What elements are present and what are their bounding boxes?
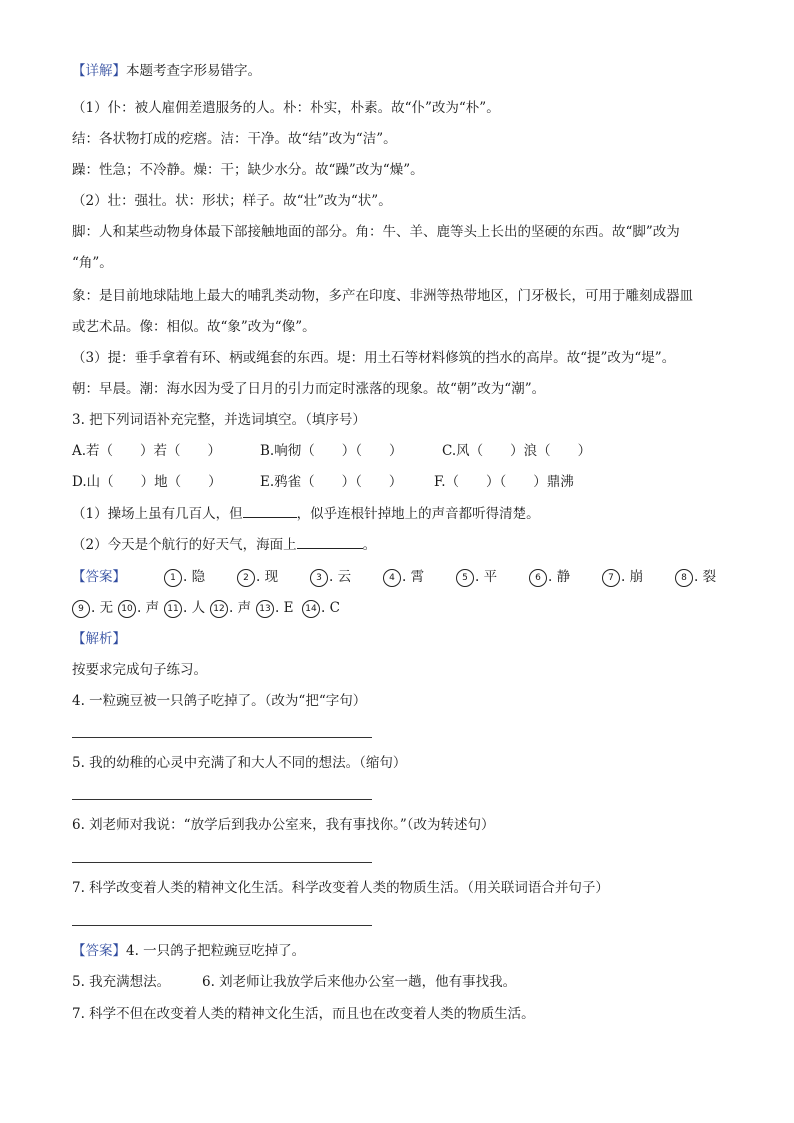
answer-line bbox=[72, 737, 372, 738]
answer-block-line-2 bbox=[72, 971, 734, 993]
text-line: 象：是目前地球陆地上最大的哺乳类动物，多产在印度、非洲等热带地区，门牙极长，可用于雕刻成器皿 bbox=[72, 288, 693, 304]
answer-line bbox=[72, 799, 372, 800]
option-c: C.风（ ）浪（ ） bbox=[442, 443, 592, 459]
text-line: “角”。 bbox=[72, 255, 113, 271]
circled-number: 2 bbox=[237, 569, 255, 587]
circled-number: 3 bbox=[310, 569, 328, 587]
answer-value: . 平 bbox=[475, 569, 498, 585]
circled-number: 1 bbox=[164, 569, 182, 587]
blank-line bbox=[243, 503, 297, 518]
text-line: 脚：人和某些动物身体最下部接触地面的部分。角：牛、羊、鹿等头上长出的坚硬的东西。故“脚”改为 bbox=[72, 224, 680, 240]
answer-item bbox=[302, 597, 340, 619]
option-e: E.鸦雀（ ）（ ） bbox=[260, 474, 403, 490]
answer-value: . 无 bbox=[91, 600, 114, 616]
fill-blank-2-before: （2）今天是个航行的好天气，海面上 bbox=[72, 537, 297, 553]
question-4: 4. 一粒豌豆被一只鸽子吃掉了。（改为“把“字句） bbox=[72, 693, 367, 709]
answer-item bbox=[602, 566, 643, 588]
question-options-row-1 bbox=[72, 440, 734, 462]
circled-number: 12 bbox=[210, 600, 228, 618]
answer-item bbox=[256, 597, 293, 619]
question-options-row-2 bbox=[72, 471, 734, 493]
question-5: 5. 我的幼稚的心灵中充满了和大人不同的想法。（缩句） bbox=[72, 755, 407, 771]
fill-blank-2-after: 。 bbox=[362, 537, 377, 553]
fill-blank-1 bbox=[72, 503, 734, 525]
fill-blank-2 bbox=[72, 534, 734, 556]
answer-tag: 【答案】 bbox=[72, 943, 126, 959]
circled-number: 6 bbox=[529, 569, 547, 587]
answer-line bbox=[72, 862, 372, 863]
answer-7-text: 7. 科学不但在改变着人类的精神文化生活，而且也在改变着人类的物质生活。 bbox=[72, 1006, 535, 1022]
answer-item bbox=[310, 566, 351, 588]
answer-value: . 声 bbox=[137, 600, 160, 616]
answer-value: . C bbox=[321, 600, 340, 616]
answer-value: . 声 bbox=[229, 600, 252, 616]
answer-item bbox=[529, 566, 570, 588]
answer-item bbox=[675, 566, 716, 588]
option-d: D.山（ ）地（ ） bbox=[72, 474, 222, 490]
circled-number: 14 bbox=[302, 600, 320, 618]
answers-row-2 bbox=[72, 597, 742, 619]
answer-item bbox=[118, 597, 159, 619]
answer-4-text: 4. 一只鸽子把粒豌豆吃掉了。 bbox=[126, 943, 306, 959]
answer-item bbox=[164, 597, 205, 619]
answer-6-text: 6. 刘老师让我放学后来他办公室一趟，他有事找我。 bbox=[202, 974, 517, 990]
analysis-heading bbox=[72, 628, 734, 650]
answer-value: . 裂 bbox=[694, 569, 717, 585]
answer-item bbox=[72, 597, 113, 619]
question-7: 7. 科学改变着人类的精神文化生活。科学改变着人类的物质生活。（用关联词语合并句子） bbox=[72, 880, 609, 896]
text-line: 或艺术品。像：相似。故“象”改为“像”。 bbox=[72, 319, 316, 335]
text-line: （1）仆：被人雇佣差遣服务的人。朴：朴实，朴素。故“仆”改为“朴”。 bbox=[72, 100, 500, 116]
option-b: B.响彻（ ）（ ） bbox=[260, 443, 403, 459]
circled-number: 5 bbox=[456, 569, 474, 587]
circled-number: 9 bbox=[72, 600, 90, 618]
explanation-tag: 【详解】 bbox=[72, 63, 126, 79]
answer-item bbox=[456, 566, 497, 588]
answer-item bbox=[210, 597, 251, 619]
answer-value: . 崩 bbox=[621, 569, 644, 585]
text-line: 朝：早晨。潮：海水因为受了日月的引力而定时涨落的现象。故“朝”改为“潮”。 bbox=[72, 381, 546, 397]
circled-number: 8 bbox=[675, 569, 693, 587]
answer-value: . 隐 bbox=[183, 569, 206, 585]
explanation-heading-line bbox=[72, 60, 734, 82]
answer-value: . 现 bbox=[256, 569, 279, 585]
option-f: F.（ ）（ ）鼎沸 bbox=[434, 474, 574, 490]
question-6: 6. 刘老师对我说：“放学后到我办公室来，我有事找你。”（改为转述句） bbox=[72, 817, 495, 833]
answer-value: . 云 bbox=[329, 569, 352, 585]
answer-value: . 静 bbox=[548, 569, 571, 585]
circled-number: 13 bbox=[256, 600, 274, 618]
text-line: 按要求完成句子练习。 bbox=[72, 662, 207, 678]
answers-row-1 bbox=[72, 566, 742, 588]
answer-value: . 人 bbox=[183, 600, 206, 616]
answer-block-line-1 bbox=[72, 940, 734, 962]
answer-value: . 霄 bbox=[402, 569, 425, 585]
answer-5-text: 5. 我充满想法。 bbox=[72, 974, 171, 990]
circled-number: 11 bbox=[164, 600, 182, 618]
explanation-intro: 本题考查字形易错字。 bbox=[126, 63, 261, 79]
option-a: A.若（ ）若（ ） bbox=[72, 443, 222, 459]
blank-line bbox=[297, 534, 363, 549]
answer-tag: 【答案】 bbox=[72, 569, 126, 585]
fill-blank-1-after: ，似乎连根针掉地上的声音都听得清楚。 bbox=[296, 506, 540, 522]
answer-line bbox=[72, 925, 372, 926]
text-line: 躁：性急；不冷静。燥：干；缺少水分。故“躁”改为“燥”。 bbox=[72, 162, 424, 178]
circled-number: 10 bbox=[118, 600, 136, 618]
answer-value: . E bbox=[275, 600, 294, 616]
circled-number: 4 bbox=[383, 569, 401, 587]
answer-item bbox=[383, 566, 424, 588]
fill-blank-1-before: （1）操场上虽有几百人，但 bbox=[72, 506, 243, 522]
question-3-title: 3. 把下列词语补充完整，并选词填空。（填序号） bbox=[72, 412, 366, 428]
analysis-tag: 【解析】 bbox=[72, 631, 126, 647]
text-line: （2）壮：强壮。状：形状；样子。故“壮”改为“状”。 bbox=[72, 193, 392, 209]
circled-number: 7 bbox=[602, 569, 620, 587]
text-line: 结：各状物打成的疙瘩。洁：干净。故“结”改为“洁”。 bbox=[72, 131, 397, 147]
text-line: （3）提：垂手拿着有环、柄或绳套的东西。堤：用土石等材料修筑的挡水的高岸。故“提”改为“堤”。 bbox=[72, 350, 676, 366]
answer-item bbox=[237, 566, 278, 588]
answer-item bbox=[164, 566, 205, 588]
